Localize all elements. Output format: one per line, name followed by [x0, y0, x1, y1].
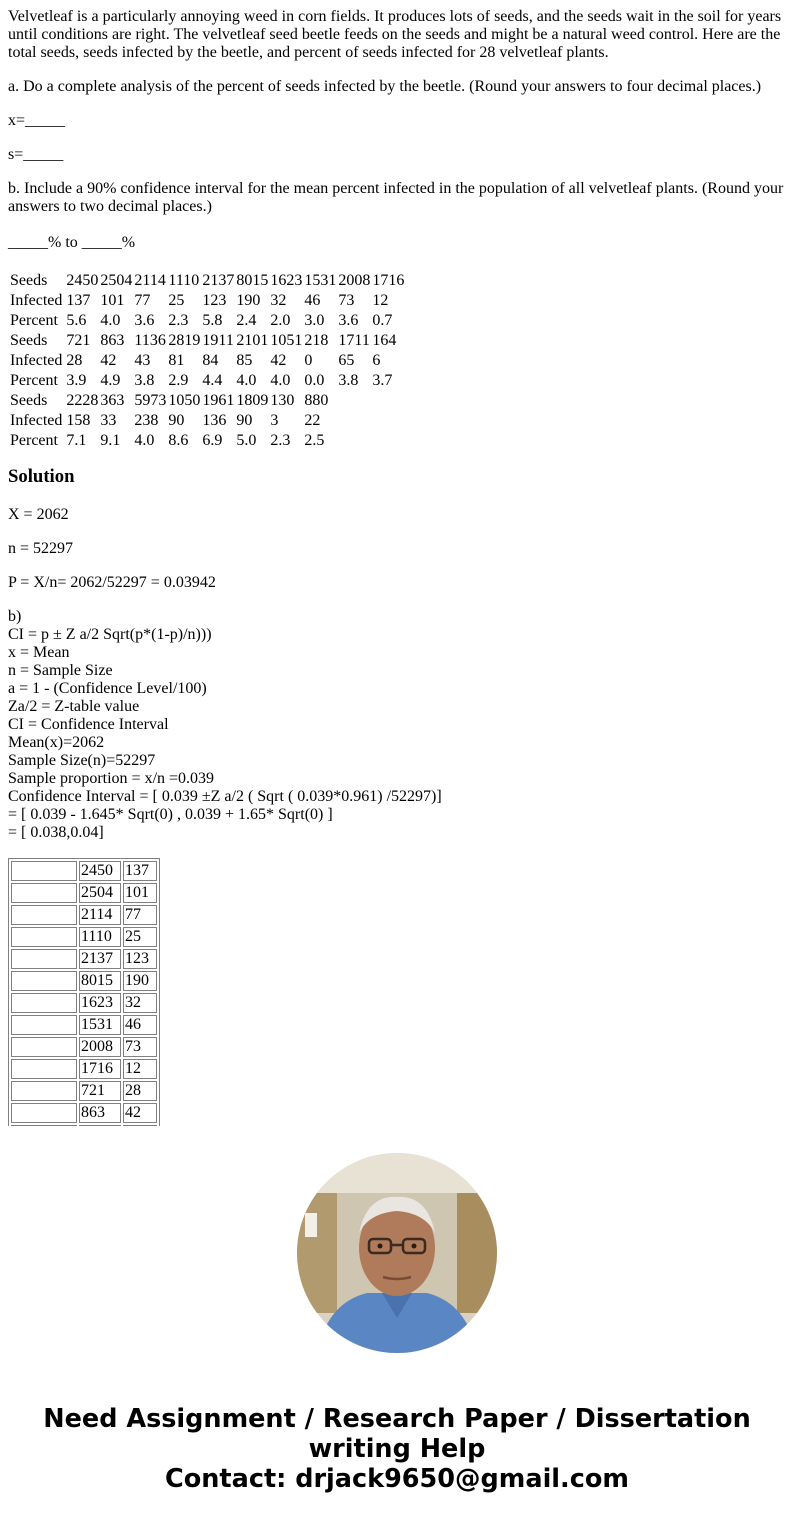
grid-row	[11, 1059, 157, 1079]
data-cell: 4.0	[236, 372, 257, 389]
solution-b-line: CI = Confidence Interval	[8, 716, 169, 733]
grid-cell: 1110	[79, 927, 121, 947]
grid-cell	[11, 1081, 77, 1101]
solution-b-line: Sample proportion = x/n =0.039	[8, 770, 215, 787]
data-table-row	[10, 432, 404, 450]
data-cell: 0	[304, 352, 313, 369]
data-cell: 8015	[236, 272, 269, 289]
grid-cell: 77	[123, 905, 157, 925]
grid-cell: 721	[79, 1081, 121, 1101]
data-cell: 90	[236, 412, 253, 429]
grid-cell	[11, 1103, 77, 1123]
grid-row	[11, 861, 157, 881]
promo-line-2: writing Help	[308, 1434, 486, 1464]
data-cell: 4.0	[134, 432, 155, 449]
solution-n-line: n = 52297	[8, 540, 74, 557]
data-cell: 1136	[134, 332, 166, 349]
data-row-label: Infected	[10, 292, 63, 309]
data-cell: 2101	[236, 332, 269, 349]
data-row-label: Percent	[10, 432, 58, 449]
solution-b-line: CI = p ± Z a/2 Sqrt(p*(1-p)/n)))	[8, 626, 212, 643]
data-cell: 863	[100, 332, 125, 349]
data-cell: 4.4	[202, 372, 223, 389]
data-cell: 0.7	[372, 312, 393, 329]
data-row-label: Seeds	[10, 392, 48, 409]
solution-b-line: b)	[8, 608, 22, 625]
data-cell: 33	[100, 412, 117, 429]
data-cell: 2.4	[236, 312, 257, 329]
data-cell: 81	[168, 352, 185, 369]
grid-cell	[11, 971, 77, 991]
solution-b-line: = [ 0.038,0.04]	[8, 824, 104, 841]
data-cell: 190	[236, 292, 261, 309]
data-cell: 2137	[202, 272, 235, 289]
data-cell: 77	[134, 292, 151, 309]
grid-cell: 2114	[79, 905, 121, 925]
grid-row	[11, 971, 157, 991]
solution-x-line: X = 2062	[8, 506, 69, 523]
promo-contact-line: Contact: drjack9650@gmail.com	[165, 1464, 629, 1494]
data-cell: 158	[66, 412, 91, 429]
data-row-label: Percent	[10, 372, 58, 389]
grid-row	[11, 949, 157, 969]
grid-row	[11, 1125, 157, 1126]
data-cell: 3.9	[66, 372, 87, 389]
data-cell: 2450	[66, 272, 99, 289]
grid-cell: 1531	[79, 1015, 121, 1035]
grid-cell: 863	[79, 1103, 121, 1123]
data-cell: 164	[372, 332, 397, 349]
data-cell: 1051	[270, 332, 303, 349]
grid-cell	[11, 1059, 77, 1079]
grid-row	[11, 993, 157, 1013]
data-cell: 4.0	[270, 372, 291, 389]
solution-table-viewport	[8, 858, 160, 1126]
solution-b-line: Za/2 = Z-table value	[8, 698, 140, 715]
author-portrait-image	[297, 1153, 497, 1353]
data-cell: 9.1	[100, 432, 121, 449]
data-cell: 238	[134, 412, 159, 429]
grid-cell	[123, 1125, 157, 1126]
data-cell: 0.0	[304, 372, 325, 389]
data-table-row	[10, 412, 404, 430]
grid-cell: 12	[123, 1059, 157, 1079]
grid-cell: 1716	[79, 1059, 121, 1079]
grid-cell	[11, 949, 77, 969]
data-cell: 1623	[270, 272, 303, 289]
grid-cell	[11, 927, 77, 947]
data-cell: 90	[168, 412, 185, 429]
solution-b-line: a = 1 - (Confidence Level/100)	[8, 680, 207, 697]
data-cell: 12	[372, 292, 389, 309]
solution-b-line: x = Mean	[8, 644, 70, 661]
data-cell: 3.8	[338, 372, 359, 389]
grid-cell	[11, 1125, 77, 1126]
grid-cell: 137	[123, 861, 157, 881]
data-cell: 84	[202, 352, 219, 369]
grid-cell	[11, 1015, 77, 1035]
data-cell: 1911	[202, 332, 234, 349]
velvetleaf-data-table	[8, 270, 406, 452]
grid-row	[11, 905, 157, 925]
grid-cell: 2504	[79, 883, 121, 903]
data-cell: 6.9	[202, 432, 223, 449]
grid-cell: 42	[123, 1103, 157, 1123]
data-cell: 130	[270, 392, 295, 409]
question-part-b: b. Include a 90% confidence interval for the mean percent infected in the population of all velvetleaf plants. (Round your answers to two decimal places.)	[8, 180, 784, 215]
grid-cell	[11, 883, 77, 903]
data-cell: 1716	[372, 272, 405, 289]
grid-cell	[11, 905, 77, 925]
data-cell: 4.0	[100, 312, 121, 329]
data-cell: 25	[168, 292, 185, 309]
data-cell: 1711	[338, 332, 370, 349]
data-cell: 32	[270, 292, 287, 309]
data-cell: 123	[202, 292, 227, 309]
data-row-label: Infected	[10, 412, 63, 429]
grid-cell: 101	[123, 883, 157, 903]
grid-cell: 2137	[79, 949, 121, 969]
data-cell: 2504	[100, 272, 133, 289]
grid-cell	[79, 1125, 121, 1126]
data-table-row	[10, 392, 404, 410]
data-cell: 2.3	[270, 432, 291, 449]
data-cell: 3.6	[338, 312, 359, 329]
data-table-row	[10, 312, 404, 330]
grid-cell: 8015	[79, 971, 121, 991]
data-cell: 3.7	[372, 372, 393, 389]
grid-row	[11, 883, 157, 903]
grid-row	[11, 1081, 157, 1101]
data-cell: 73	[338, 292, 355, 309]
data-cell: 1050	[168, 392, 201, 409]
data-cell: 4.9	[100, 372, 121, 389]
data-cell: 2.0	[270, 312, 291, 329]
grid-cell	[11, 993, 77, 1013]
grid-cell: 46	[123, 1015, 157, 1035]
s-answer-blank: s=_____	[8, 146, 64, 163]
solution-p-line: P = X/n= 2062/52297 = 0.03942	[8, 574, 216, 591]
data-table-row	[10, 272, 404, 290]
grid-cell: 2008	[79, 1037, 121, 1057]
data-cell: 1809	[236, 392, 269, 409]
data-cell: 1961	[202, 392, 235, 409]
solution-data-grid	[8, 858, 160, 1126]
author-avatar	[297, 1153, 497, 1353]
data-cell: 8.6	[168, 432, 189, 449]
data-cell: 2819	[168, 332, 201, 349]
ci-answer-blank: _____% to _____%	[8, 234, 136, 251]
grid-cell: 28	[123, 1081, 157, 1101]
grid-row	[11, 1037, 157, 1057]
grid-row	[11, 927, 157, 947]
data-table-row	[10, 332, 404, 350]
data-table-row	[10, 292, 404, 310]
promo-line-1: Need Assignment / Research Paper / Dissertation	[43, 1404, 751, 1434]
data-cell: 363	[100, 392, 125, 409]
data-table-row	[10, 352, 404, 370]
grid-cell: 25	[123, 927, 157, 947]
data-cell: 2.3	[168, 312, 189, 329]
data-cell: 5.8	[202, 312, 223, 329]
data-cell: 42	[270, 352, 287, 369]
solution-b-line: n = Sample Size	[8, 662, 113, 679]
grid-cell: 123	[123, 949, 157, 969]
page-content	[8, 8, 788, 1126]
grid-row	[11, 1103, 157, 1123]
solution-section	[8, 466, 788, 1126]
data-cell: 65	[338, 352, 355, 369]
solution-b-line: Confidence Interval = [ 0.039 ±Z a/2 ( Sqrt ( 0.039*0.961) /52297)]	[8, 788, 442, 805]
data-row-label: Infected	[10, 352, 63, 369]
data-row-label: Seeds	[10, 332, 48, 349]
promo-banner	[0, 1404, 794, 1494]
grid-cell: 73	[123, 1037, 157, 1057]
data-row-label: Seeds	[10, 272, 48, 289]
data-table-row	[10, 372, 404, 390]
data-cell: 218	[304, 332, 329, 349]
data-cell: 2.9	[168, 372, 189, 389]
data-cell: 136	[202, 412, 227, 429]
solution-b-line: Sample Size(n)=52297	[8, 752, 156, 769]
data-cell: 28	[66, 352, 83, 369]
data-cell: 85	[236, 352, 253, 369]
data-cell: 7.1	[66, 432, 87, 449]
data-cell: 42	[100, 352, 117, 369]
solution-heading: Solution	[8, 466, 75, 487]
grid-cell	[11, 1037, 77, 1057]
data-cell: 1110	[168, 272, 200, 289]
data-cell: 101	[100, 292, 125, 309]
data-cell: 880	[304, 392, 329, 409]
grid-cell: 190	[123, 971, 157, 991]
question-part-a: a. Do a complete analysis of the percent of seeds infected by the beetle. (Round your answers to four decimal places.)	[8, 78, 762, 95]
data-cell: 2228	[66, 392, 99, 409]
solution-b-line: = [ 0.039 - 1.645* Sqrt(0) , 0.039 + 1.65* Sqrt(0) ]	[8, 806, 333, 823]
data-cell: 6	[372, 352, 381, 369]
data-cell: 2114	[134, 272, 166, 289]
data-cell: 3.8	[134, 372, 155, 389]
data-row-label: Percent	[10, 312, 58, 329]
xbar-answer-blank: x=_____	[8, 112, 66, 129]
data-cell: 2.5	[304, 432, 325, 449]
data-cell: 43	[134, 352, 151, 369]
data-cell: 3.6	[134, 312, 155, 329]
grid-row	[11, 1015, 157, 1035]
grid-cell	[11, 861, 77, 881]
data-cell: 1531	[304, 272, 337, 289]
grid-cell: 32	[123, 993, 157, 1013]
question-intro: Velvetleaf is a particularly annoying weed in corn fields. It produces lots of seeds, and the seeds wait in the soil for years until conditions are right. The velvetleaf seed beetle feeds on the seeds and might be a natural weed control. Here are the total seeds, seeds infected by the beetle, and percent of seeds infected for 28 velvetleaf plants.	[8, 8, 782, 61]
solution-part-b	[8, 608, 788, 842]
grid-cell: 2450	[79, 861, 121, 881]
data-cell: 3.0	[304, 312, 325, 329]
solution-b-line: Mean(x)=2062	[8, 734, 105, 751]
grid-cell: 1623	[79, 993, 121, 1013]
data-cell: 5.6	[66, 312, 87, 329]
data-cell: 46	[304, 292, 321, 309]
data-cell: 2008	[338, 272, 371, 289]
data-cell: 5973	[134, 392, 167, 409]
data-cell: 3	[270, 412, 279, 429]
data-cell: 137	[66, 292, 91, 309]
data-cell: 22	[304, 412, 321, 429]
data-cell: 5.0	[236, 432, 257, 449]
data-cell: 721	[66, 332, 91, 349]
